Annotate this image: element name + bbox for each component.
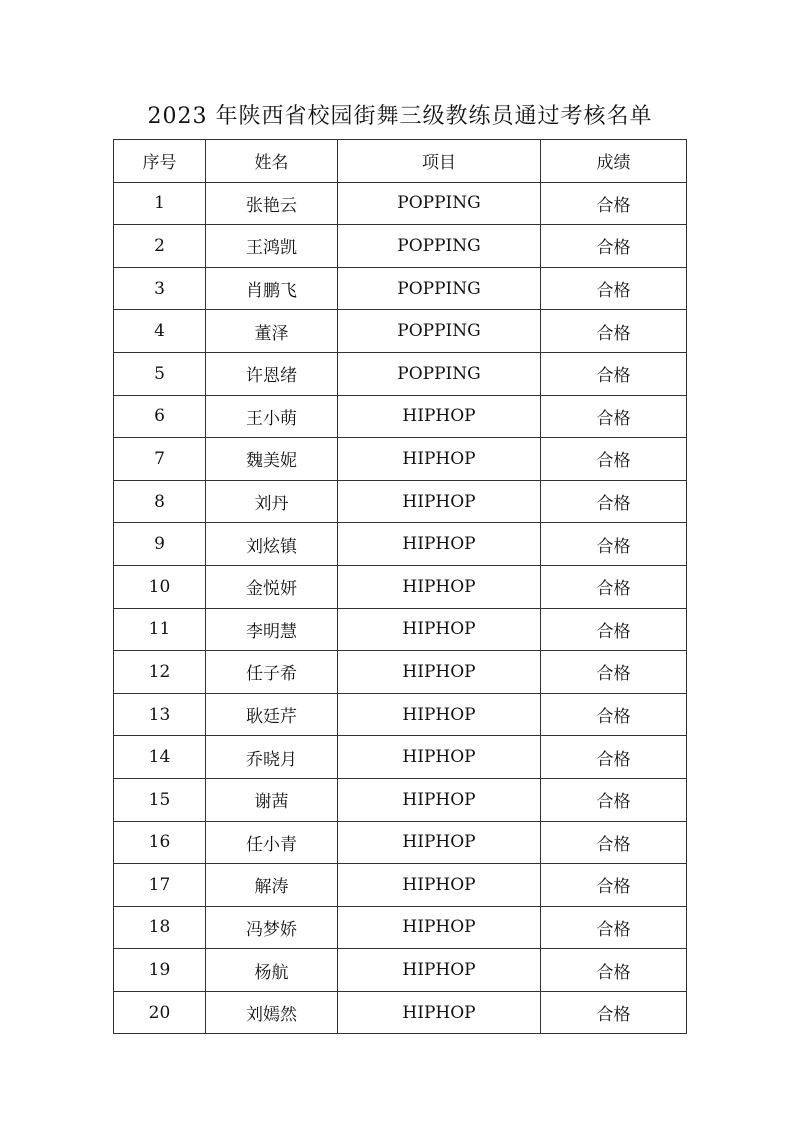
- table-row: [114, 736, 687, 779]
- cell-result: 合格: [541, 182, 687, 225]
- cell-category: HIPHOP: [338, 949, 541, 992]
- cell-category: HIPHOP: [338, 821, 541, 864]
- cell-category: HIPHOP: [338, 565, 541, 608]
- page-title: 2023 年陕西省校园街舞三级教练员通过考核名单: [147, 104, 653, 129]
- cell-name: 谢茜: [206, 778, 338, 821]
- table-row: [114, 651, 687, 694]
- cell-result: 合格: [541, 352, 687, 395]
- cell-name: 张艳云: [206, 182, 338, 225]
- cell-result: 合格: [541, 651, 687, 694]
- cell-index: 15: [114, 778, 206, 821]
- cell-name: 任子希: [206, 651, 338, 694]
- table-row: [114, 310, 687, 353]
- cell-category: POPPING: [338, 267, 541, 310]
- cell-category: HIPHOP: [338, 480, 541, 523]
- cell-result: 合格: [541, 949, 687, 992]
- cell-result: 合格: [541, 310, 687, 353]
- cell-index: 7: [114, 438, 206, 481]
- cell-category: HIPHOP: [338, 864, 541, 907]
- cell-result: 合格: [541, 906, 687, 949]
- cell-category: HIPHOP: [338, 523, 541, 566]
- cell-name: 解涛: [206, 864, 338, 907]
- table-row: [114, 182, 687, 225]
- table-row: [114, 778, 687, 821]
- cell-result: 合格: [541, 693, 687, 736]
- cell-result: 合格: [541, 480, 687, 523]
- cell-index: 4: [114, 310, 206, 353]
- cell-category: HIPHOP: [338, 736, 541, 779]
- cell-result: 合格: [541, 991, 687, 1034]
- table-row: [114, 438, 687, 481]
- cell-category: HIPHOP: [338, 651, 541, 694]
- cell-name: 乔晓月: [206, 736, 338, 779]
- cell-name: 王鸿凯: [206, 225, 338, 268]
- cell-result: 合格: [541, 778, 687, 821]
- coach-roster-table: [113, 139, 687, 1034]
- header-category: 项目: [338, 140, 541, 183]
- cell-index: 11: [114, 608, 206, 651]
- cell-name: 任小青: [206, 821, 338, 864]
- table-row: [114, 608, 687, 651]
- cell-category: POPPING: [338, 225, 541, 268]
- cell-index: 1: [114, 182, 206, 225]
- cell-index: 17: [114, 864, 206, 907]
- cell-name: 刘炫镇: [206, 523, 338, 566]
- cell-result: 合格: [541, 821, 687, 864]
- header-index: 序号: [114, 140, 206, 183]
- table-row: [114, 523, 687, 566]
- cell-category: HIPHOP: [338, 778, 541, 821]
- table-row: [114, 225, 687, 268]
- cell-index: 10: [114, 565, 206, 608]
- cell-name: 李明慧: [206, 608, 338, 651]
- cell-name: 魏美妮: [206, 438, 338, 481]
- cell-category: POPPING: [338, 352, 541, 395]
- cell-category: HIPHOP: [338, 693, 541, 736]
- table-row: [114, 991, 687, 1034]
- table-row: [114, 395, 687, 438]
- cell-result: 合格: [541, 438, 687, 481]
- cell-index: 13: [114, 693, 206, 736]
- cell-category: POPPING: [338, 310, 541, 353]
- cell-index: 5: [114, 352, 206, 395]
- table-row: [114, 267, 687, 310]
- cell-index: 18: [114, 906, 206, 949]
- table-row: [114, 693, 687, 736]
- header-name: 姓名: [206, 140, 338, 183]
- cell-category: HIPHOP: [338, 608, 541, 651]
- cell-name: 杨航: [206, 949, 338, 992]
- table-row: [114, 565, 687, 608]
- cell-name: 刘嫣然: [206, 991, 338, 1034]
- table-row: [114, 352, 687, 395]
- cell-index: 20: [114, 991, 206, 1034]
- header-result: 成绩: [541, 140, 687, 183]
- cell-index: 16: [114, 821, 206, 864]
- table-row: [114, 906, 687, 949]
- cell-category: HIPHOP: [338, 991, 541, 1034]
- cell-index: 2: [114, 225, 206, 268]
- cell-result: 合格: [541, 395, 687, 438]
- cell-index: 6: [114, 395, 206, 438]
- cell-category: HIPHOP: [338, 906, 541, 949]
- cell-name: 金悦妍: [206, 565, 338, 608]
- cell-name: 刘丹: [206, 480, 338, 523]
- cell-name: 耿廷芹: [206, 693, 338, 736]
- cell-name: 许恩绪: [206, 352, 338, 395]
- table-row: [114, 864, 687, 907]
- cell-index: 8: [114, 480, 206, 523]
- cell-index: 9: [114, 523, 206, 566]
- table-row: [114, 821, 687, 864]
- cell-result: 合格: [541, 565, 687, 608]
- cell-result: 合格: [541, 608, 687, 651]
- cell-name: 冯梦娇: [206, 906, 338, 949]
- table-row: [114, 949, 687, 992]
- cell-index: 14: [114, 736, 206, 779]
- cell-index: 3: [114, 267, 206, 310]
- cell-result: 合格: [541, 523, 687, 566]
- cell-result: 合格: [541, 864, 687, 907]
- cell-result: 合格: [541, 225, 687, 268]
- cell-name: 董泽: [206, 310, 338, 353]
- cell-category: HIPHOP: [338, 438, 541, 481]
- cell-category: POPPING: [338, 182, 541, 225]
- cell-category: HIPHOP: [338, 395, 541, 438]
- table-header-row: [114, 140, 687, 183]
- table-row: [114, 480, 687, 523]
- cell-name: 王小萌: [206, 395, 338, 438]
- cell-index: 12: [114, 651, 206, 694]
- cell-result: 合格: [541, 736, 687, 779]
- cell-index: 19: [114, 949, 206, 992]
- cell-name: 肖鹏飞: [206, 267, 338, 310]
- cell-result: 合格: [541, 267, 687, 310]
